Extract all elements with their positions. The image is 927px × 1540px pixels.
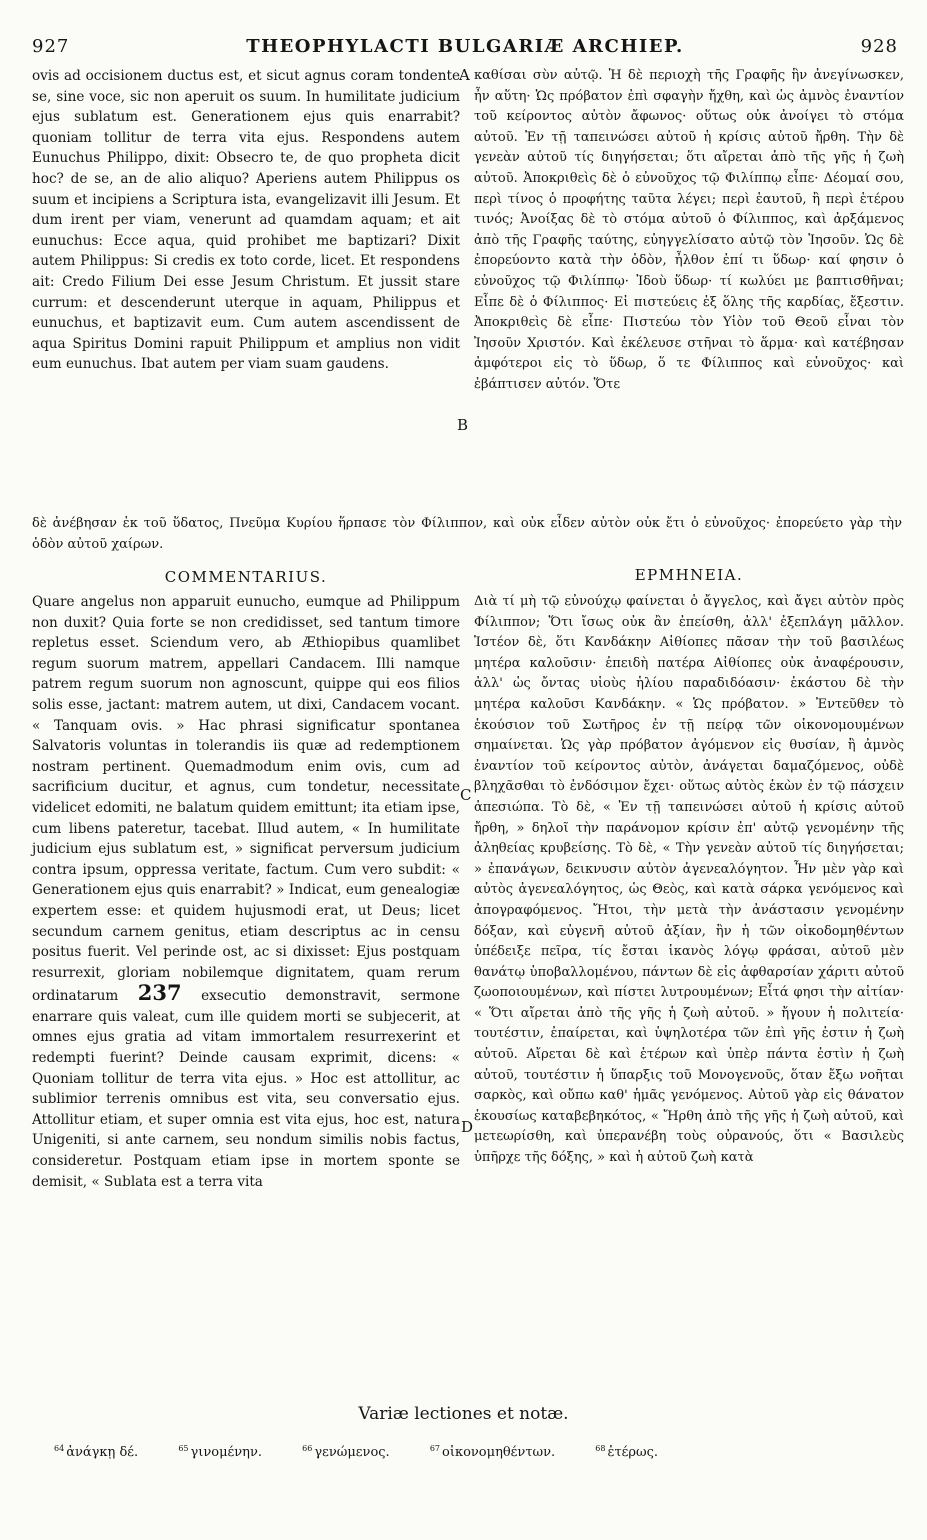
running-title: THEOPHYLACTI BULGARIÆ ARCHIEP. — [246, 36, 684, 57]
variant-note: $^{66}$ γενώμενος. — [302, 1444, 390, 1461]
commentary-title: COMMENTARIUS. — [164, 568, 328, 586]
page-number-right: 928 — [860, 36, 898, 57]
variae-lectiones-title: Variæ lectiones et notæ. — [358, 1404, 569, 1424]
greek-bridge-text: δὲ ἀνέβησαν ἐκ τοῦ ὕδατος, Πνεῦμα Κυρίου ἥρπασε τὸν Φίλιππον, καὶ οὐκ εἶδεν αὐτὸν οὐκ ἔτι ὁ εὐνοῦχος· ἐπορεύετο γὰρ τὴν ὁδὸν αὐτοῦ χαίρων. — [32, 516, 902, 552]
commentary-column — [32, 592, 460, 1192]
margin-marker-b: B — [457, 416, 469, 434]
page-number-left: 927 — [32, 36, 70, 57]
running-header — [32, 36, 898, 62]
latin-scripture-column — [32, 66, 460, 375]
variant-note: $^{64}$ ἀνάγκῃ δέ. — [54, 1444, 139, 1461]
variant-notes — [54, 1444, 914, 1460]
greek-scripture-column — [474, 66, 904, 396]
margin-marker-d: D — [461, 1118, 474, 1136]
variant-note: $^{67}$ οἰκονομηθέντων. — [429, 1444, 556, 1461]
hermeneia-title: ΕΡΜΗΝΕΙΑ. — [634, 566, 744, 584]
variant-note: $^{65}$ γινομένην. — [178, 1444, 263, 1461]
page-marker: 237 — [137, 980, 182, 1006]
commentary-text: Quare angelus non apparuit eunucho, eumque ad Philippum non duxit? Quia forte se non credidisset, sed tantum timore repletus esset. Sciendum vero, ab Æthiopibus quamlibet regum suorum matrem, appellari Candacem. Illi namque patrem regum suorum non agnoscunt, quippe qui eos filios solis esse, jactant: matrem autem, ut dixi, Candacem vocant. « Tanquam ovis. » Hac phrasi significatur spontanea Salvatoris voluntas in tolerandis iis quæ ad redemptionem nostram pertinent. Quemadmodum enim ovis, cum ad sacrificium ducitur, et agnus, cum tondetur, necessitate videlicet edomiti, ne balatum quidem emittunt; ita etiam ipse, cum libens pateretur, tacebat. Illud autem, « In humilitate judicium ejus sublatum est, » significat perversum judicium contra ipsum, oppressa veritate, factum. Cum vero subdit: « Generationem ejus quis enarrabit? » Indicat, eum genealogiæ expertem esse: et quidem hujusmodi erat, ut Deus; licet secundum carnem genitus, etiam descriptus ac in censu positus fuerit. Vel perinde ost, ac si dixisset: Ejus postquam resurrexit, gloriam nobilemque dignitatem, quam rerum ordinatarum 237 exsecutio demonstravit, sermone enarrare quis valeat, cum ille quidem morti se subjecerit, at omnes ejus gratia ad vitam immortalem resurrexerint et redempti fuerint? Deinde causam exprimit, dicens: « Quoniam tollitur de terra vita ejus. » Hoc est attollitur, ac sublimior terrenis omnibus est vita, seu conversatio ejus. Attollitur etiam, et super omnia est vita ejus, hoc est, natura Unigeniti, si ante carnem, seu nondum similis nobis factus, consideretur. Postquam etiam ipse in mortem sponte se demisit, « Sublata est a terra vita — [32, 594, 460, 1190]
variant-note: $^{68}$ ἑτέρως. — [595, 1444, 659, 1461]
latin-scripture-text: ovis ad occisionem ductus est, et sicut agnus coram tondente se, sine voce, sic non aperuit os suum. In humilitate judicium ejus sublatum est. Generationem ejus quis enarrabit? quoniam tollitur de terra vita ejus. Respondens autem Eunuchus Philippo, dixit: Obsecro te, de quo propheta dicit hoc? de se, an de alio aliquo? Aperiens autem Philippus os suum et incipiens a Scriptura ista, evangelizavit illi Jesum. Et dum irent per viam, venerunt ad quamdam aquam; et ait eunuchus: Ecce aqua, quid prohibet me baptizari? Dixit autem Philippus: Si credis ex toto corde, licet. Et respondens ait: Credo Filium Dei esse Jesum Christum. Et jussit stare currum: et descenderunt uterque in aquam, Philippus et eunuchus, et baptizavit eum. Cum autem ascendissent de aqua Spiritus Domini rapuit Philippum et amplius non vidit eum eunuchus. Ibat autem per viam suam gaudens. — [32, 68, 460, 373]
hermeneia-text: Διὰ τί μὴ τῷ εὐνούχῳ φαίνεται ὁ ἄγγελος, καὶ ἄγει αὐτὸν πρὸς Φίλιππον; Ὅτι ἴσως οὐκ ἂν ἐπείσθη, ἀλλ' ἐξεπλάγη μᾶλλον. Ἰστέον δὲ, ὅτι Κανδάκην Αἰθίοπες πᾶσαν τὴν τοῦ βασιλέως μητέρα καλοῦσιν· ἐπειδὴ πατέρα Αἰθίοπες οὐκ ἀναφέρουσιν, ἀλλ' ὡς ὄντας υἱοὺς ἡλίου παραδιδόασιν· ἑκάστου δὲ τὴν μητέρα καλοῦσι Κανδάκην. « Ὡς πρόβατον. » Ἐντεῦθεν τὸ ἑκούσιον τοῦ Σωτῆρος ἐν τῇ πείρᾳ τῶν οἰκονομουμένων σημαίνεται. Ὡς γὰρ πρόβατον ἀγόμενον εἰς θυσίαν, ἢ ἀμνὸς ἐναντίον τοῦ κείροντος αὐτὸν, ἀνάγεται δαμαζόμενος, οὐδὲ βληχᾶσθαι τὸ ἐνδόσιμον ἔχει· οὕτως αὐτὸς ἑκὼν ἐν τῷ πάσχειν ἀπεσιώπα. Τὸ δὲ, « Ἐν τῇ ταπεινώσει αὐτοῦ ἡ κρίσις αὐτοῦ ἤρθη, » δηλοῖ τὴν παράνομον κρίσιν ἐπ' αὐτῷ γενομένην τῆς ἀληθείας κρυβείσης. Τὸ δὲ, « Τὴν γενεὰν αὐτοῦ τίς διηγήσεται; » ἐπανάγων, δεικνυσιν αὐτὸν ἀγενεαλόγητον. Ἦν μὲν γὰρ καὶ αὐτὸς ἀγενεαλόγητος, ὡς Θεὸς, καὶ κατὰ σάρκα γενόμενος καὶ ἀπογραφόμενος. Ἤτοι, τὴν μετὰ τὴν ἀνάστασιν γενομένην δόξαν, καὶ εὐγενῆ αὐτοῦ ἀξίαν, ἣν ἡ τῶν οἰκοδομηθέντων ὑπέδειξε πεῖρα, τίς ἔσται ἱκανὸς λόγῳ φράσαι, αὐτοῦ μὲν θανάτῳ ὑποβαλλομένου, πάντων δὲ εἰς ἀφθαρσίαν χάριτι αὐτοῦ ζωοποιουμένων, καὶ πίστει λυτρουμένων; Εἶτά φησι τὴν αἰτίαν· « Ὅτι αἴρεται ἀπὸ τῆς γῆς ἡ ζωὴ αὐτοῦ. » ἤγουν ἡ πολιτεία· τουτέστιν, ἐπαίρεται, καὶ ὑψηλοτέρα τῶν ἐπὶ γῆς ἐστιν ἡ ζωὴ αὐτοῦ. Αἴρεται δὲ καὶ ἑτέρων καὶ ὑπὲρ πάντα ἐστὶν ἡ ζωὴ αὐτοῦ, τουτέστιν ἡ ὕπαρξις τοῦ Μονογενοῦς, ὅταν ἔξω νοῆται σαρκὸς, καὶ οὔπω καθ' ἡμᾶς γενόμενος. Αὐτοῦ γὰρ εἰς θάνατον ἑκουσίως καταβεβηκότος, « Ἤρθη ἀπὸ τῆς γῆς ἡ ζωὴ αὐτοῦ, καὶ μετεωρίσθη, καὶ ὑπερανέβη τοὺς οὐρανούς, ὅτι « Βασιλεὺς ὑπῆρχε τῆς δόξης, » καὶ ἡ αὐτοῦ ζωὴ κατὰ — [474, 594, 904, 1166]
hermeneia-column — [474, 592, 904, 1169]
margin-marker-c: C — [460, 786, 472, 804]
greek-scripture-text: καθίσαι σὺν αὐτῷ. Ἡ δὲ περιοχὴ τῆς Γραφῆς ἣν ἀνεγίνωσκεν, ἦν αὕτη· Ὡς πρόβατον ἐπὶ σφαγὴν ἤχθη, καὶ ὡς ἀμνὸς ἐναντίον τοῦ κείροντος αὐτὸν ἄφωνος· οὕτως οὐκ ἀνοίγει τὸ στόμα αὐτοῦ. Ἐν τῇ ταπεινώσει αὐτοῦ ἡ κρίσις αὐτοῦ ἤρθη. Τὴν δὲ γενεὰν αὐτοῦ τίς διηγήσεται; ὅτι αἴρεται ἀπὸ τῆς γῆς ἡ ζωὴ αὐτοῦ. Ἀποκριθεὶς δὲ ὁ εὐνοῦχος τῷ Φιλίππῳ εἶπε· Δέομαί σου, περὶ τίνος ὁ προφήτης ταῦτα λέγει; περὶ ἑαυτοῦ, ἢ περὶ ἑτέρου τινός; Ἀνοίξας δὲ τὸ στόμα αὐτοῦ ὁ Φίλιππος, καὶ ἀρξάμενος ἀπὸ τῆς Γραφῆς ταύτης, εὐηγγελίσατο αὐτῷ τὸν Ἰησοῦν. Ὡς δὲ ἐπορεύοντο κατὰ τὴν ὁδὸν, ἦλθον ἐπί τι ὕδωρ· καί φησιν ὁ εὐνοῦχος τῷ Φιλίππῳ· Ἰδοὺ ὕδωρ· τί κωλύει με βαπτισθῆναι; Εἶπε δὲ ὁ Φίλιππος· Εἰ πιστεύεις ἐξ ὅλης τῆς καρδίας, ἔξεστιν. Ἀποκριθεὶς δὲ εἶπε· Πιστεύω τὸν Υἱὸν τοῦ Θεοῦ εἶναι τὸν Ἰησοῦν Χριστόν. Καὶ ἐκέλευσε στῆναι τὸ ἅρμα· καὶ κατέβησαν ἀμφότεροι εἰς τὸ ὕδωρ, ὅ τε Φίλιππος καὶ εὐνοῦχος· καὶ ἐβάπτισεν αὐτόν. Ὅτε — [474, 68, 904, 392]
margin-marker-a: A — [459, 66, 470, 84]
